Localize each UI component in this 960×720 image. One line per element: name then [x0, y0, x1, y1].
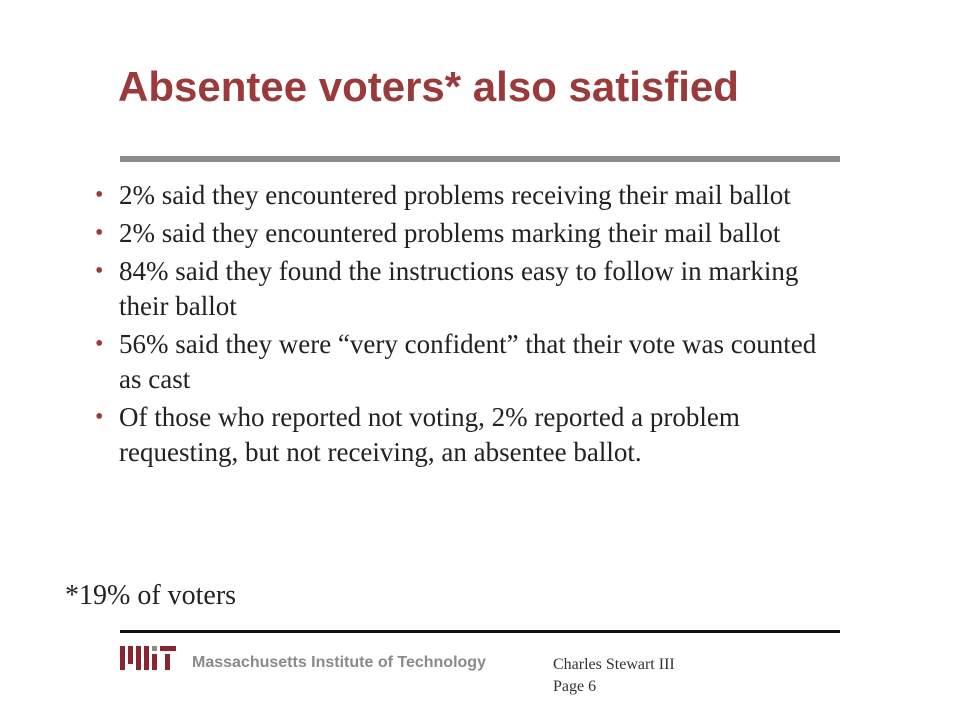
- mit-logo-icon: [120, 646, 176, 670]
- bullet-text: 56% said they were “very confident” that their vote was counted as cast: [119, 329, 817, 394]
- bullet-list: [95, 178, 840, 473]
- bullet-icon: •: [95, 331, 104, 357]
- bullet-icon: •: [95, 404, 104, 430]
- author-name: Charles Stewart III: [553, 656, 675, 673]
- bullet-icon: •: [95, 182, 104, 208]
- bullet-item: [95, 178, 840, 213]
- bullet-text: 2% said they encountered problems marking their mail ballot: [119, 218, 781, 248]
- author-block: [553, 654, 675, 698]
- institute-name: Massachusetts Institute of Technology: [192, 654, 486, 671]
- bullet-text: Of those who reported not voting, 2% reported a problem requesting, but not receiving, an absentee ballot.: [119, 402, 740, 467]
- bullet-item: [95, 400, 840, 470]
- bullet-icon: •: [95, 220, 104, 246]
- footnote: *19% of voters: [65, 580, 237, 611]
- footer-divider: [120, 630, 840, 633]
- bullet-item: [95, 216, 840, 251]
- bullet-item: [95, 254, 840, 324]
- bullet-text: 2% said they encountered problems receiving their mail ballot: [119, 180, 791, 210]
- bullet-icon: •: [95, 258, 104, 284]
- bullet-item: [95, 327, 840, 397]
- page-number: Page 6: [553, 678, 597, 695]
- slide-title: Absentee voters* also satisfied: [118, 63, 739, 110]
- title-divider: [120, 156, 840, 162]
- bullet-text: 84% said they found the instructions easy to follow in marking their ballot: [119, 256, 799, 321]
